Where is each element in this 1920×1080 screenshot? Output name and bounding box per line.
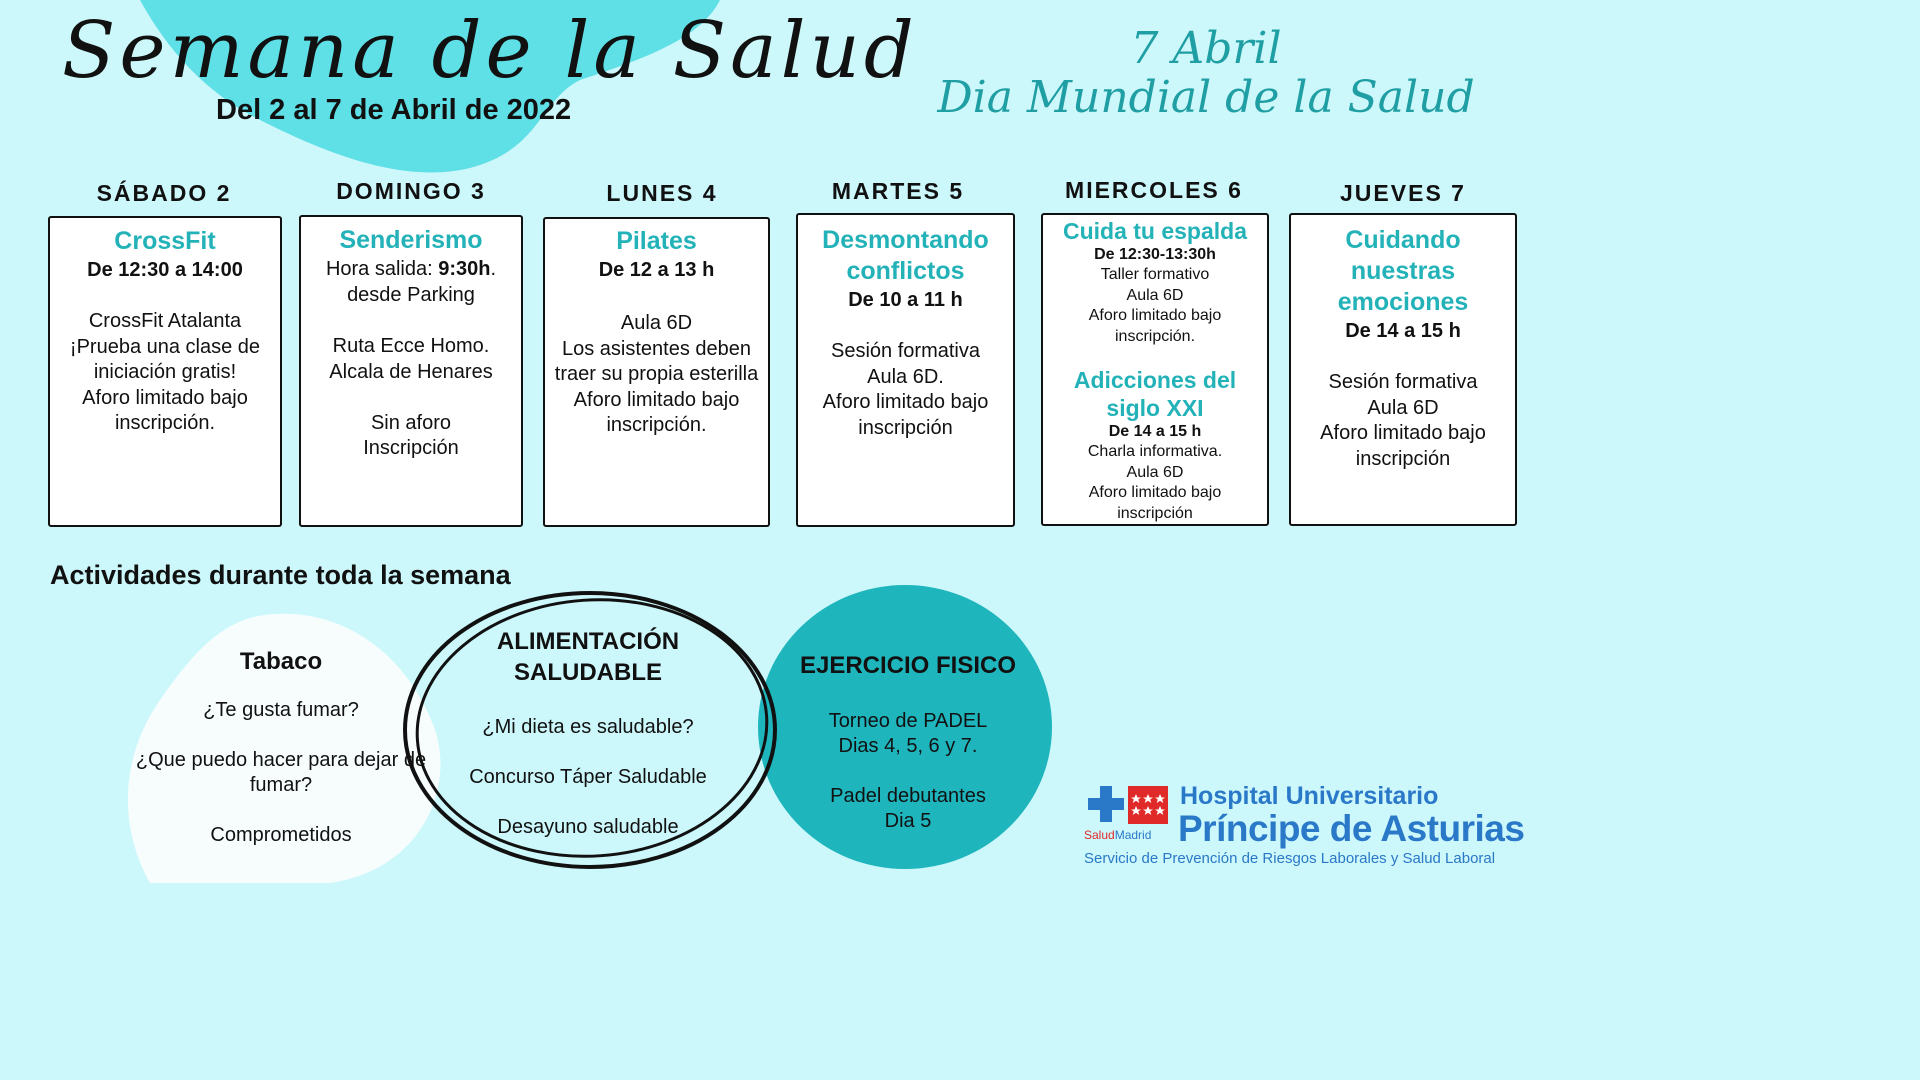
alimentacion-item: ¿Mi dieta es saludable?: [482, 716, 694, 738]
ejercicio-text: [776, 650, 1040, 834]
card-body: Ruta Ecce Homo. Alcala de Henares Sin aforo Inscripción: [329, 335, 493, 459]
card-body: Sesión formativa Aula 6D Aforo limitado bajo inscripción: [1320, 371, 1486, 470]
hospital-service: Servicio de Prevención de Riesgos Laborales y Salud Laboral: [1084, 850, 1496, 867]
day-heading-miercoles: MIERCOLES 6: [1065, 177, 1243, 203]
card-body: Aula 6D Los asistentes deben traer su propia esterilla Aforo limitado bajo inscripción.: [554, 312, 759, 436]
card-title: Desmontando conflictos: [822, 226, 989, 285]
ejercicio-item: Torneo de PADEL Dias 4, 5, 6 y 7.: [828, 710, 988, 757]
day-heading-martes: MARTES 5: [831, 178, 965, 204]
card-time-suffix: .: [490, 258, 497, 280]
card-crossfit: [48, 216, 282, 527]
card-body: Taller formativo Aula 6D Aforo limitado bajo inscripción.: [1088, 266, 1222, 345]
card-title: CrossFit: [114, 227, 216, 255]
alimentacion-text: [448, 626, 728, 840]
alimentacion-heading: ALIMENTACIÓN SALUDABLE: [496, 628, 680, 686]
card-conflictos: [796, 213, 1015, 527]
card-time: De 12 a 13 h: [598, 259, 715, 281]
card-title: Cuidando nuestras emociones: [1337, 226, 1469, 316]
card-body: CrossFit Atalanta ¡Prueba una clase de iniciación gratis! Aforo limitado bajo inscripción.: [69, 310, 261, 434]
tabaco-text: [120, 646, 442, 848]
page-subtitle: Del 2 al 7 de Abril de 2022: [216, 94, 572, 126]
alimentacion-item: Concurso Táper Saludable: [469, 766, 707, 788]
card-time-2: De 14 a 15 h: [1108, 423, 1202, 440]
ejercicio-heading: EJERCICIO FISICO: [799, 652, 1017, 679]
card-body: Sesión formativa Aula 6D. Aforo limitado bajo inscripción: [822, 340, 989, 439]
card-time: De 12:30-13:30h: [1094, 246, 1216, 263]
world-health-day-label: Dia Mundial de la Salud: [937, 72, 1475, 124]
hospital-name-line1: Hospital Universitario: [1180, 782, 1439, 810]
card-title: Senderismo: [339, 226, 483, 254]
card-time: De 14 a 15 h: [1345, 320, 1461, 342]
page-title: Semana de la Salud: [62, 6, 918, 96]
card-title-2: Adicciones del siglo XXI: [1073, 367, 1237, 421]
card-title: Cuida tu espalda: [1062, 218, 1248, 244]
tabaco-heading: Tabaco: [239, 648, 323, 675]
card-time-prefix: Hora salida:: [325, 258, 439, 280]
hospital-logo: [1084, 782, 1554, 872]
tabaco-item: ¿Que puedo hacer para dejar de fumar?: [135, 749, 427, 796]
card-time: De 10 a 11 h: [848, 289, 963, 311]
card-emociones: [1289, 213, 1517, 526]
card-espalda-adicciones: [1041, 213, 1269, 526]
day-heading-domingo: DOMINGO 3: [336, 178, 486, 204]
world-health-day: [896, 24, 1516, 123]
card-time-value: 9:30h: [438, 258, 491, 280]
card-time: [301, 256, 521, 282]
salud-madrid-emblem: [1086, 784, 1170, 830]
card-time-line2: desde Parking: [347, 284, 475, 306]
day-heading-sabado: SÁBADO 2: [96, 180, 232, 206]
day-heading-jueves: JUEVES 7: [1340, 180, 1466, 206]
day-heading-lunes: LUNES 4: [606, 180, 718, 206]
card-title: Pilates: [616, 227, 697, 255]
card-senderismo: [299, 215, 523, 527]
ejercicio-item: Padel debutantes Dia 5: [830, 785, 986, 832]
card-time: De 12:30 a 14:00: [87, 259, 243, 281]
salud-madrid-label: SaludMadrid: [1084, 828, 1152, 842]
world-health-day-date: 7 Abril: [1130, 23, 1282, 74]
tabaco-item: ¿Te gusta fumar?: [203, 699, 359, 721]
week-activities-title: Actividades durante toda la semana: [50, 560, 511, 590]
card-body-2: Charla informativa. Aula 6D Aforo limitado bajo inscripción: [1087, 443, 1223, 522]
alimentacion-item: Desayuno saludable: [497, 816, 679, 838]
tabaco-item: Comprometidos: [210, 824, 352, 846]
hospital-name-line2: Príncipe de Asturias: [1178, 808, 1525, 849]
card-pilates: [543, 217, 770, 527]
